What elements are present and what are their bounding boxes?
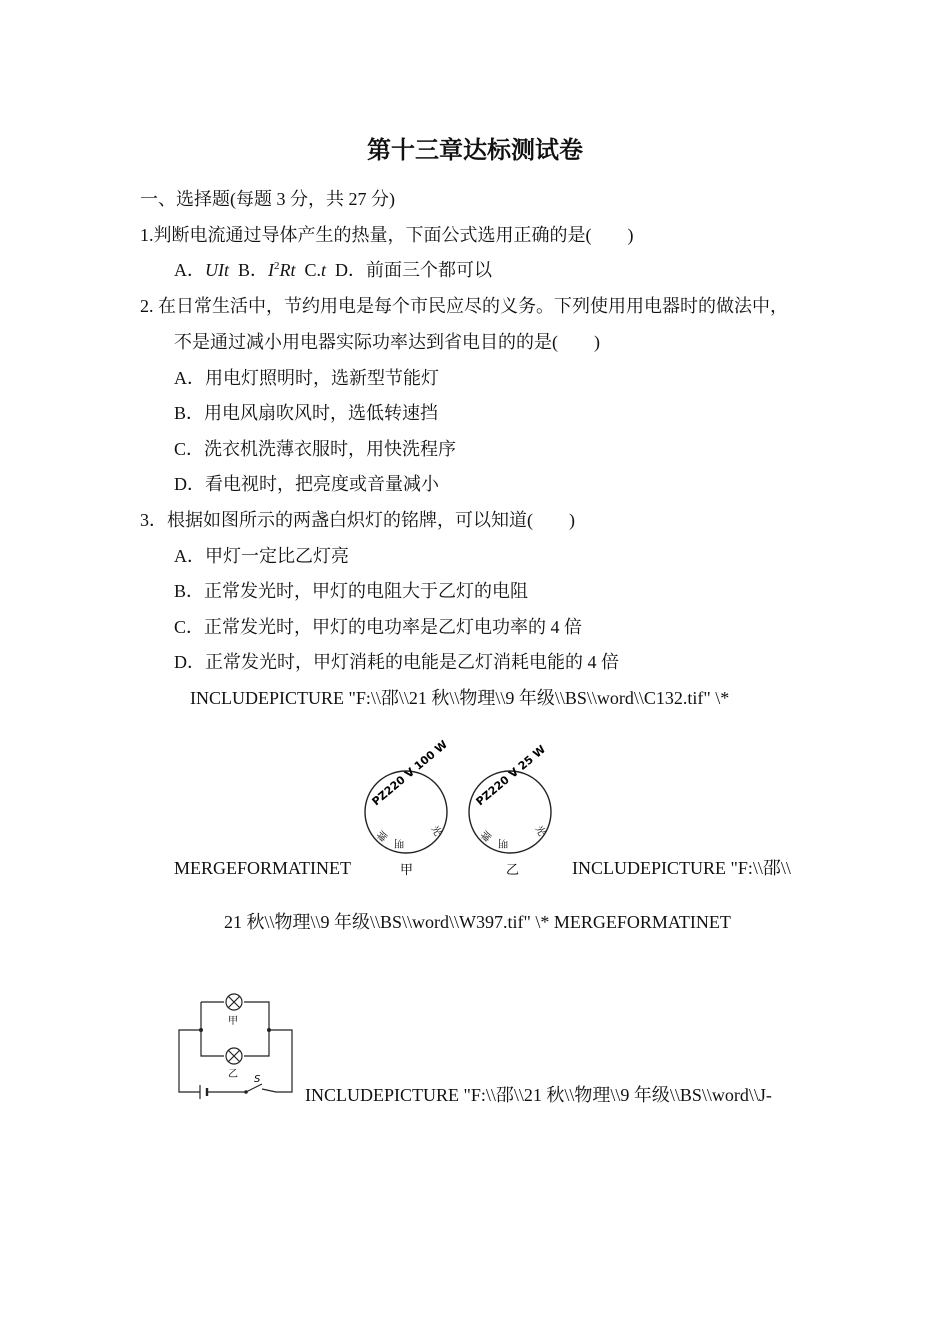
lamp-2-rating: PZ220 V 25 W [473, 742, 549, 809]
question-2-option-c: C．洗衣机洗薄衣服时，用快洗程序 [174, 439, 457, 459]
question-3-option-b: B．正常发光时，甲灯的电阻大于乙灯的电阻 [174, 581, 529, 601]
field-code-line-4: INCLUDEPICTURE "F:\\邵\\21 秋\\物理\\9 年级\\BS\\word\\J- [305, 1085, 772, 1105]
option-a-formula: UIt [205, 260, 229, 280]
lamp-2-label: 乙 [506, 863, 520, 878]
question-1-stem: 1.判断电流通过导体产生的热量，下面公式选用正确的是( ) [140, 225, 634, 245]
question-1-options: A．UIt B．$I^2Rt$ C.t D．前面三个都可以 [174, 260, 493, 280]
question-2-stem-line2: 不是通过减小用电器实际功率达到省电目的的是( ) [174, 332, 600, 352]
field-code-line-2-right: INCLUDEPICTURE "F:\\邵\\ [572, 858, 791, 878]
field-code-line-1: INCLUDEPICTURE "F:\\邵\\21 秋\\物理\\9 年级\\BS\\word\\C132.tif" \* [190, 688, 730, 708]
switch-label: S [254, 1074, 261, 1085]
question-3-option-d: D．正常发光时，甲灯消耗的电能是乙灯消耗电能的 4 倍 [174, 652, 619, 672]
lamp-2-brand-2: 明 [498, 837, 508, 848]
lamp-1-brand-3: 牌 [373, 827, 389, 843]
question-2-option-d: D．看电视时，把亮度或音量减小 [174, 474, 439, 494]
question-2-stem-line1: 2. 在日常生活中，节约用电是每个市民应尽的义务。下列使用用电器时的做法中， [140, 296, 788, 316]
lamp-1-brand-1: 光 [428, 824, 443, 839]
lamp-2-brand-1: 光 [532, 824, 547, 839]
switch-lever [246, 1084, 262, 1092]
lamp-bottom-label: 乙 [228, 1069, 238, 1080]
lamp-2-brand-3: 牌 [477, 827, 493, 843]
question-2-option-b: B．用电风扇吹风时，选低转速挡 [174, 403, 439, 423]
question-2-option-a: A．用电灯照明时，选新型节能灯 [174, 368, 439, 388]
lamp-1-label: 甲 [400, 863, 414, 878]
field-code-line-3: 21 秋\\物理\\9 年级\\BS\\word\\W397.tif" \* MERGEFORMATINET [224, 912, 731, 932]
lamp-1-brand-2: 明 [394, 837, 404, 848]
page-title: 第十三章达标测试卷 [367, 138, 583, 164]
lamp-1-rating: PZ220 V 100 W [369, 737, 451, 809]
outer-loop-wire [179, 1030, 292, 1092]
circuit-diagram [176, 990, 298, 1100]
question-3-stem: 3．根据如图所示的两盏白炽灯的铭牌，可以知道( ) [140, 510, 575, 530]
question-3-option-a: A．甲灯一定比乙灯亮 [174, 546, 349, 566]
question-3-option-c: C．正常发光时，甲灯的电功率是乙灯电功率的 4 倍 [174, 617, 583, 637]
section-heading: 一、选择题(每题 3 分，共 27 分) [140, 189, 395, 209]
lamp-top-label: 甲 [228, 1016, 238, 1027]
field-code-line-2-left: MERGEFORMATINET [174, 858, 352, 878]
lamp-nameplate-figure [360, 737, 560, 880]
